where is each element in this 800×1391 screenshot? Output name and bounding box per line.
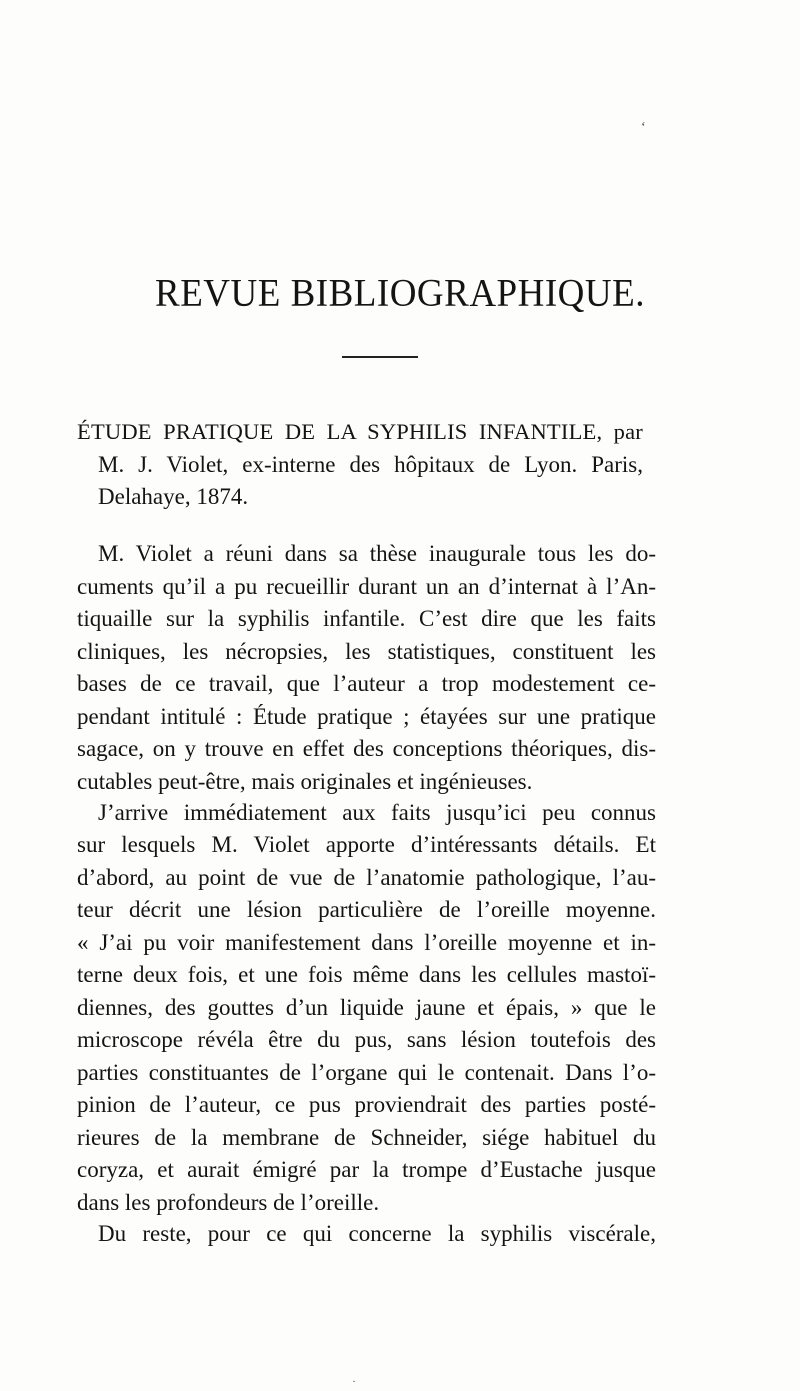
text-line: dans les profondeurs de l’oreille. [77,1190,380,1215]
title-rule [342,356,418,358]
text-line: pendant intitulé : Étude pratique ; étayées sur une pratique [77,704,656,729]
text-line: pinion de l’auteur, ce pus proviendrait des parties posté- [77,1092,656,1117]
text-line: cliniques, les nécropsies, les statistiques, constituent les [77,639,656,664]
text-line: diennes, des gouttes d’un liquide jaune et épais, » que le [77,995,656,1020]
text-line: rieures de la membrane de Schneider, siége habituel du [77,1125,656,1150]
text-line: terne deux fois, et une fois même dans les cellules mastoï- [77,962,656,987]
text-line: M. Violet a réuni dans sa thèse inaugurale tous les do- [98,541,656,566]
page-title: REVUE BIBLIOGRAPHIQUE. [155,271,645,316]
text-line: cuments qu’il a pu recueillir durant un an d’internat à l’An- [77,574,656,599]
text-line: Du reste, pour ce qui concerne la syphilis viscérale, [98,1221,656,1246]
corner-mark: ʻ [641,120,646,135]
text-line: microscope révéla être du pus, sans lésion toutefois des [77,1027,656,1052]
text-line: sagace, on y trouve en effet des conceptions théoriques, dis- [77,736,656,761]
text-line: J’arrive immédiatement aux faits jusqu’ici peu connus [98,800,656,825]
text-line: sur lesquels M. Violet apporte d’intéressants détails. Et [77,832,656,857]
text-line: coryza, et aurait émigré par la trompe d’Eustache jusque [77,1157,656,1182]
heading-line-1: ÉTUDE PRATIQUE DE LA SYPHILIS INFANTILE, par [77,419,643,444]
text-line: teur décrit une lésion particulière de l’oreille moyenne. [77,897,656,922]
footer-mark: · [352,1374,356,1388]
text-line: tiquaille sur la syphilis infantile. C’est dire que les faits [77,606,656,631]
text-line: bases de ce travail, que l’auteur a trop modestement ce- [77,671,656,696]
text-line: d’abord, au point de vue de l’anatomie pathologique, l’au- [77,865,656,890]
text-line: cutables peut-être, mais originales et ingénieuses. [77,769,533,794]
heading-line-3: Delahaye, 1874. [98,484,249,509]
text-line: « J’ai pu voir manifestement dans l’oreille moyenne et in- [77,930,656,955]
heading-line-2: M. J. Violet, ex-interne des hôpitaux de Lyon. Paris, [98,452,643,477]
text-line: parties constituantes de l’organe qui le contenait. Dans l’o- [77,1060,656,1085]
